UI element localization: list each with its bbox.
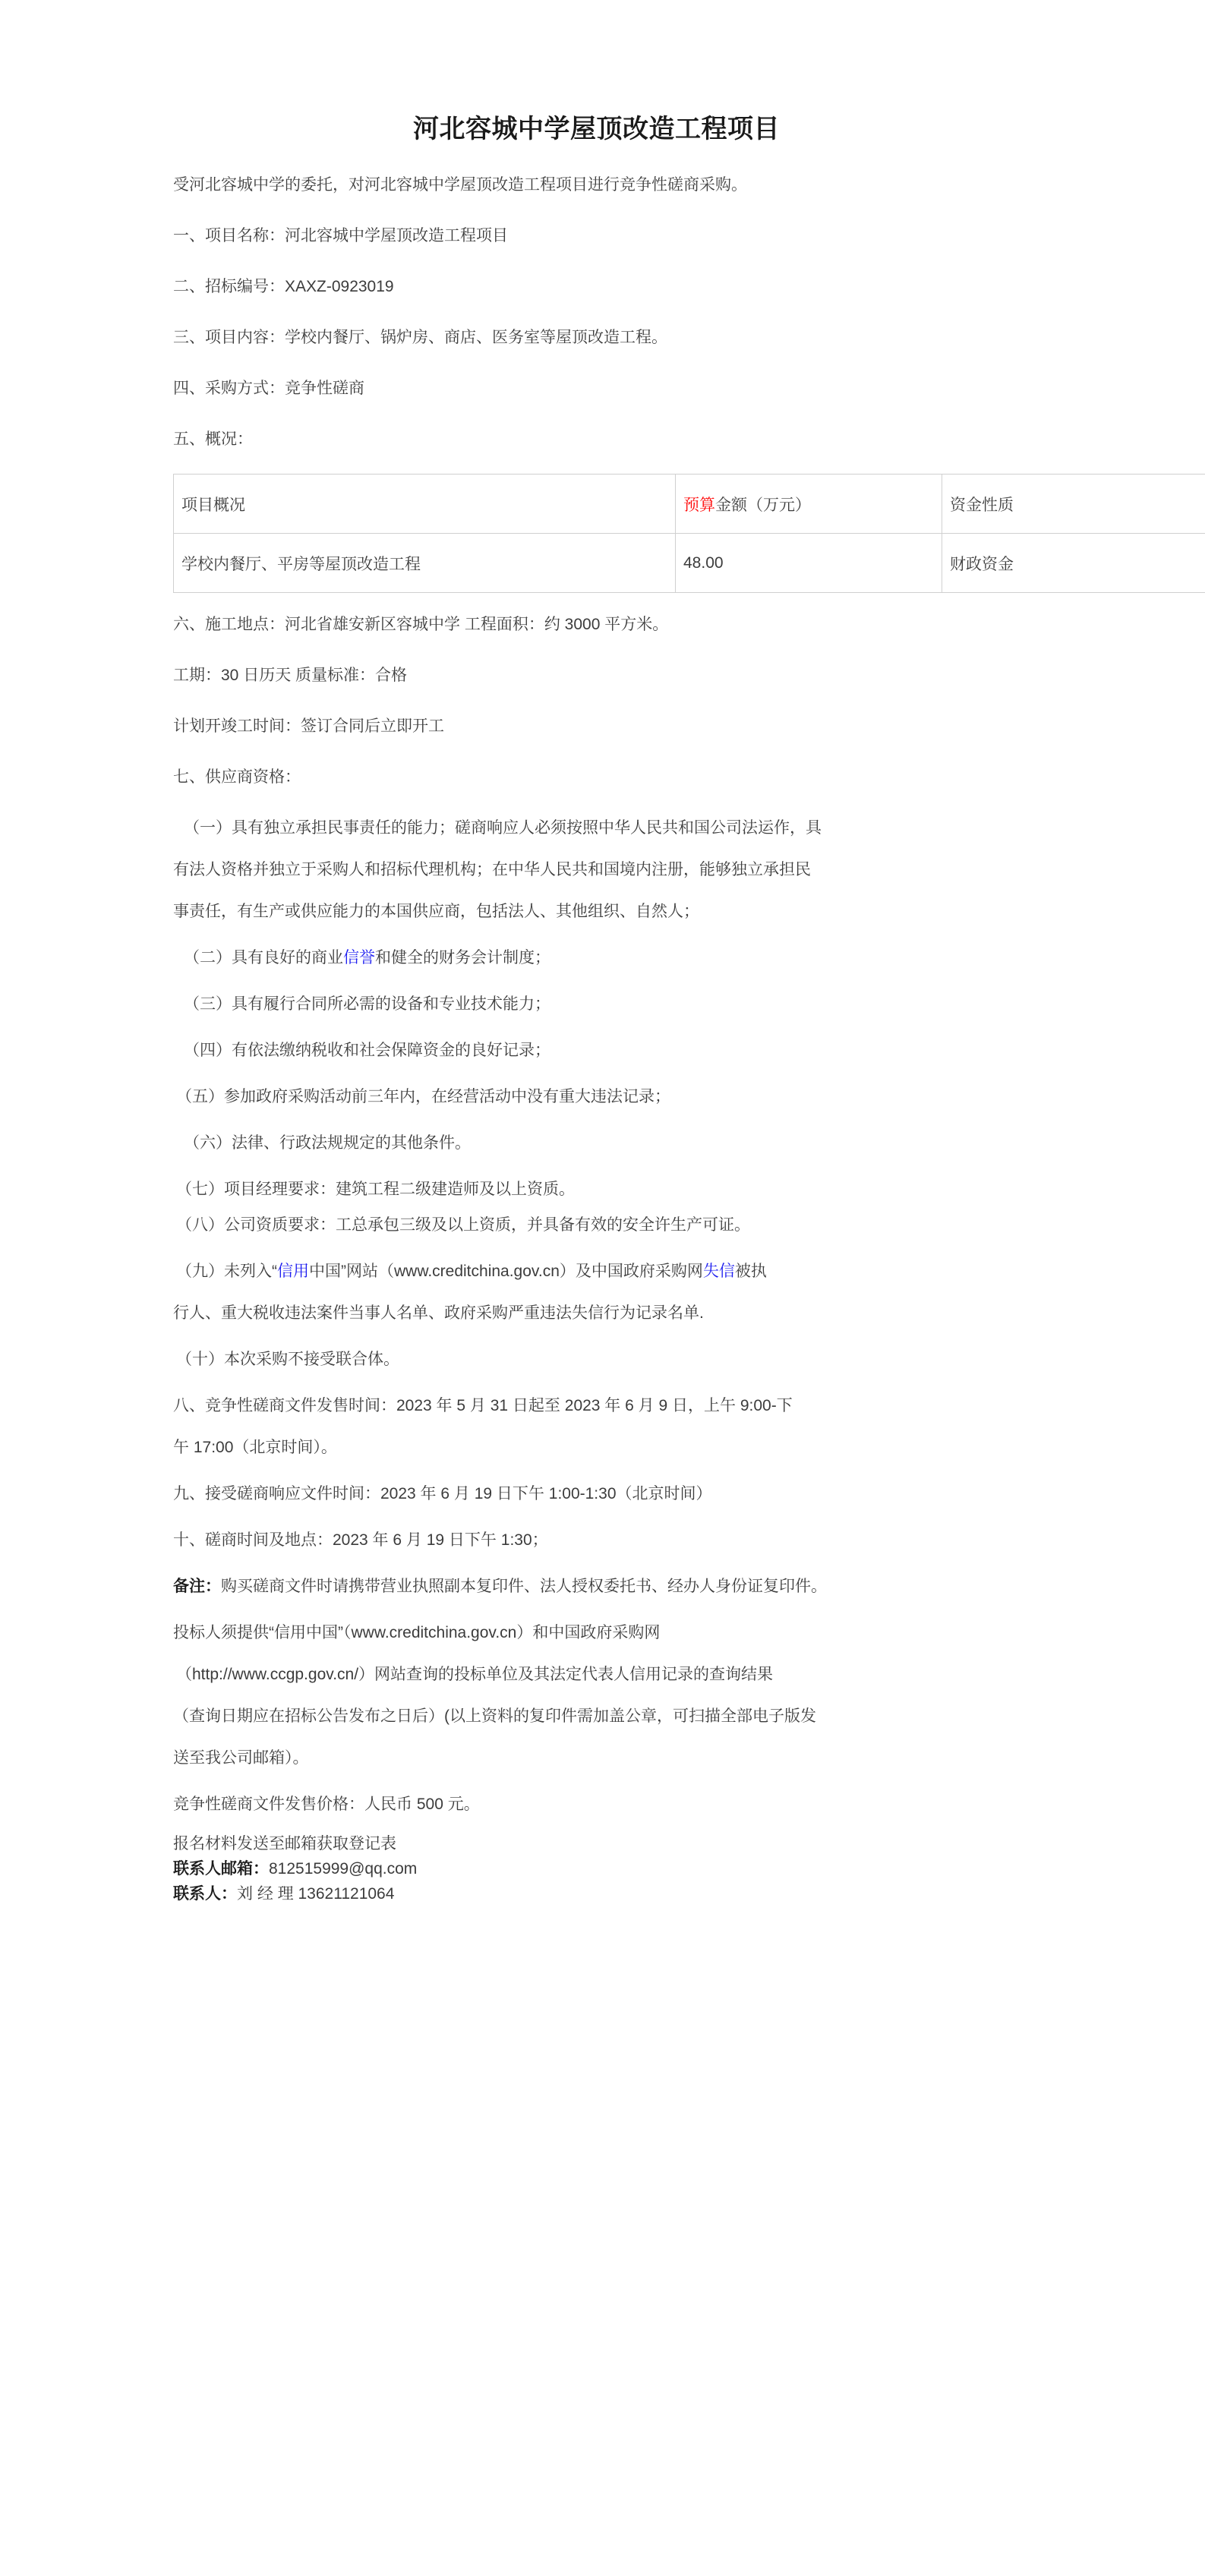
credit-requirement-line-3: （查询日期应在招标公告发布之日后）(以上资料的复印件需加盖公章，可扫描全部电子版发 <box>173 1707 816 1725</box>
qualification-item-4: （四）有依法缴纳税收和社会保障资金的良好记录； <box>184 1042 550 1059</box>
table-header-cell-fund-type <box>942 475 1205 534</box>
table-header-budget-rest: 金额（万元） <box>715 496 811 514</box>
credit-requirement-line-4: 送至我公司邮箱）。 <box>173 1749 309 1767</box>
page-title: 河北容城中学屋顶改造工程项目 <box>413 115 780 143</box>
intro-paragraph: 受河北容城中学的委托，对河北容城中学屋顶改造工程项目进行竞争性磋商采购。 <box>173 176 747 194</box>
section-procurement-method: 四、采购方式：竞争性磋商 <box>173 380 364 397</box>
qualification-item-2-suffix: 和健全的财务会计制度； <box>375 949 550 966</box>
section-response-receive-time: 九、接受磋商响应文件时间：2023 年 6 月 19 日下午 1:00-1:30（北京时间） <box>173 1485 712 1502</box>
section-duration: 工期：30 日历天 质量标准：合格 <box>173 667 408 684</box>
table-row <box>174 534 1205 593</box>
table-cell-overview-value: 学校内餐厅、平房等屋顶改造工程 <box>174 534 676 593</box>
qualification-item-3: （三）具有履行合同所必需的设备和专业技术能力； <box>184 995 550 1013</box>
section-tender-number: 二、招标编号：XAXZ-0923019 <box>173 278 394 295</box>
qualification-item-9-link-dishonest[interactable]: 失信 <box>702 1263 735 1280</box>
document-body <box>173 0 1020 1906</box>
contact-block <box>173 1831 1020 1906</box>
table-header-cell-overview <box>174 475 676 534</box>
section-negotiation-time-place: 十、磋商时间及地点：2023 年 6 月 19 日下午 1:30； <box>173 1531 548 1549</box>
qualification-item-2 <box>173 943 1020 973</box>
table-header-fund-type-label: 资金性质 <box>950 496 1014 514</box>
table-cell-fund-type-value: 财政资金 <box>942 534 1205 593</box>
qualification-item-9-line-1 <box>173 1256 1020 1286</box>
table-header-overview-label: 项目概况 <box>181 496 245 514</box>
section-supplier-qualifications-heading: 七、供应商资格： <box>173 768 301 786</box>
contact-person-line <box>173 1881 1020 1906</box>
qualification-item-9-middle: 中国”网站（www.creditchina.gov.cn）及中国政府采购网 <box>309 1263 703 1280</box>
qualification-item-1-line-3: 事责任，有生产或供应能力的本国供应商，包括法人、其他组织、自然人； <box>173 903 699 920</box>
qualification-item-9-line-2: 行人、重大税收违法案件当事人名单、政府采购严重违法失信行为记录名单. <box>173 1304 704 1322</box>
table-header-row <box>174 475 1205 534</box>
qualification-item-10: （十）本次采购不接受联合体。 <box>176 1351 399 1368</box>
table-header-cell-budget <box>676 475 942 534</box>
qualification-item-9-suffix: 被执 <box>734 1263 767 1280</box>
section-overview-heading: 五、概况： <box>173 430 253 448</box>
qualification-item-8: （八）公司资质要求：工总承包三级及以上资质，并具备有效的安全许生产可证。 <box>176 1216 750 1234</box>
qualification-item-9-link-credit[interactable]: 信用 <box>277 1263 309 1280</box>
section-site-location: 六、施工地点：河北省雄安新区容城中学 工程面积：约 3000 平方米。 <box>173 616 669 633</box>
remark-label: 备注： <box>173 1578 221 1595</box>
credit-requirement-line-2: （http://www.ccgp.gov.cn/）网站查询的投标单位及其法定代表人信用记录的查询结果 <box>176 1666 774 1683</box>
qualification-item-6: （六）法律、行政法规规定的其他条件。 <box>184 1134 471 1152</box>
section-document-sale-time-line-2: 午 17:00（北京时间）。 <box>173 1439 337 1456</box>
section-project-content: 三、项目内容：学校内餐厅、锅炉房、商店、医务室等屋顶改造工程。 <box>173 329 667 346</box>
remark-text: 购买磋商文件时请携带营业执照副本复印件、法人授权委托书、经办人身份证复印件。 <box>221 1578 827 1595</box>
section-project-name: 一、项目名称：河北容城中学屋顶改造工程项目 <box>173 227 508 244</box>
qualification-item-1-line-1: （一）具有独立承担民事责任的能力；磋商响应人必须按照中华人民共和国公司法运作，具 <box>184 819 822 837</box>
section-start-plan: 计划开竣工时间：签订合同后立即开工 <box>173 717 444 735</box>
qualification-item-2-prefix: （二）具有良好的商业 <box>184 949 343 966</box>
overview-table <box>173 474 1205 593</box>
qualification-item-9-prefix: （九）未列入“ <box>176 1263 277 1280</box>
table-cell-budget-value: 48.00 <box>676 534 942 593</box>
remark-paragraph <box>173 1572 1020 1601</box>
table-header-budget-highlight: 预算 <box>683 496 715 514</box>
contact-email-value[interactable]: 812515999@qq.com <box>269 1860 418 1878</box>
registration-instruction: 报名材料发送至邮箱获取登记表 <box>173 1835 396 1852</box>
qualification-item-5: （五）参加政府采购活动前三年内，在经营活动中没有重大违法记录； <box>176 1088 670 1105</box>
qualification-item-2-link-credit[interactable]: 信誉 <box>343 949 375 966</box>
contact-email-line <box>173 1856 1020 1881</box>
contact-person-label: 联系人： <box>173 1885 237 1903</box>
section-document-sale-time-line-1: 八、竞争性磋商文件发售时间：2023 年 5 月 31 日起至 2023 年 6 月 9 日，上午 9:00-下 <box>173 1397 793 1414</box>
overview-table-wrapper <box>173 474 1205 593</box>
qualification-item-7: （七）项目经理要求：建筑工程二级建造师及以上资质。 <box>176 1181 575 1198</box>
credit-requirement-line-1: 投标人须提供“信用中国”（www.creditchina.gov.cn）和中国政府采购网 <box>173 1624 661 1641</box>
contact-email-label: 联系人邮箱： <box>173 1860 269 1878</box>
qualification-item-1-line-2: 有法人资格并独立于采购人和招标代理机构；在中华人民共和国境内注册，能够独立承担民 <box>173 861 811 878</box>
contact-person-value: 刘 经 理 13621121064 <box>237 1885 395 1903</box>
document-price: 竞争性磋商文件发售价格：人民币 500 元。 <box>173 1796 480 1813</box>
